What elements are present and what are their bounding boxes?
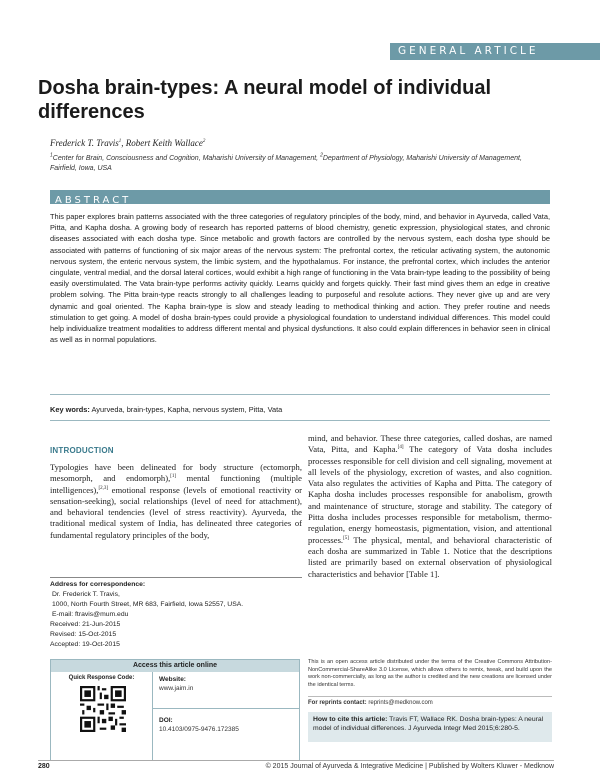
intro-text: mind, and behavior. These three categories, called doshas, are named Vata, Pitta, and Kapha. xyxy=(308,433,552,455)
qr-label: Quick Response Code: xyxy=(68,675,135,681)
qr-code-icon[interactable] xyxy=(80,686,126,732)
divider xyxy=(38,760,554,761)
doi-details xyxy=(159,716,299,734)
keywords xyxy=(50,405,550,414)
correspondence-name: Dr. Frederick T. Travis, xyxy=(52,591,120,598)
citation-box xyxy=(308,712,552,742)
keywords-label: Key words: xyxy=(50,405,90,414)
correspondence-label: Address for correspondence: xyxy=(50,581,146,588)
doi-label: DOI: xyxy=(159,717,173,724)
divider xyxy=(50,577,302,578)
author-1-sup: 1 xyxy=(118,139,122,144)
citation-ref[interactable]: [2,3] xyxy=(98,485,109,491)
author-1[interactable]: Frederick T. Travis xyxy=(50,138,119,148)
correspondence-email[interactable]: E-mail: ftravis@mum.edu xyxy=(52,611,129,618)
received-date: Received: 21-Jun-2015 xyxy=(50,621,121,628)
reprints-contact xyxy=(308,700,552,706)
introduction-right-column xyxy=(308,433,552,580)
abstract-band xyxy=(50,190,550,204)
abstract-heading: ABSTRACT xyxy=(55,195,132,206)
access-details xyxy=(159,675,299,693)
accepted-date: Accepted: 19-Oct-2015 xyxy=(50,641,120,648)
citation-ref[interactable]: [5] xyxy=(343,535,349,541)
affil-sup-1: 1 xyxy=(50,152,53,159)
reprints-label: For reprints contact: xyxy=(308,700,367,706)
revised-date: Revised: 15-Oct-2015 xyxy=(50,631,117,638)
intro-text: Typologies have been delineated for body structure (ectomorph, mesomorph, and endomorph), xyxy=(50,462,302,484)
affiliations xyxy=(50,154,550,174)
correspondence-address: 1000, North Fourth Street, MR 683, Fairfield, Iowa 52557, USA. xyxy=(52,601,244,608)
access-online-box xyxy=(50,659,300,761)
divider xyxy=(50,420,550,421)
introduction-left-column xyxy=(50,462,302,541)
author-sep: , xyxy=(121,138,126,148)
article-title: Dosha brain-types: A neural model of individual differences xyxy=(38,77,492,123)
intro-text: mental functioning (multiple intelligences), xyxy=(50,473,302,495)
website-link[interactable]: www.jaim.in xyxy=(159,685,194,692)
citation-ref[interactable]: [4] xyxy=(397,445,404,451)
author-list xyxy=(50,138,205,148)
article-type-band xyxy=(390,43,600,60)
access-heading: Access this article online xyxy=(51,660,299,672)
qr-panel xyxy=(51,672,153,760)
citation-label: How to cite this article: xyxy=(313,716,388,723)
article-type-label: GENERAL ARTICLE xyxy=(398,45,539,57)
footer-copyright: © 2015 Journal of Ayurveda & Integrative Medicine | Published by Wolters Kluwer - Medknow xyxy=(265,763,554,770)
correspondence-block xyxy=(50,580,302,650)
citation-text: Travis FT, Wallace RK. Dosha brain-types: A neural model of individual differences. J Ayurveda Integr Med 2015;6:280-5. xyxy=(313,716,544,732)
license-text: This is an open access article distributed under the terms of the Creative Commons Attribution-NonCommercial-ShareAlike 3.0 License, which allows others to remix, tweak, and build upon the work non-commercially, as long as the author is credited and the new creations are licensed under the identical terms. xyxy=(308,659,552,688)
affil-1: Center for Brain, Consciousness and Cognition, Maharishi University of Management, xyxy=(52,155,321,162)
abstract-text: This paper explores brain patterns associated with the three categories of regulatory principles of the body, mind, and behavior in Ayurveda, called Vata, Pitta, and Kapha dosha. A growing body of research has reported patterns of blood chemistry, genetic expression, physiological states, and chronic diseases associated with each dosha type. Since metabolic and growth factors are controlled by the nervous system, each dosha type should be associated with patterns of functioning of six major areas of the nervous system: The prefrontal cortex, the reticular activating system, the autonomic nervous system, the enteric nervous system, the limbic system, and the hypothalamus. For instance, the prefrontal cortex, which includes the anterior cingulate, ventral medial, and the dorsal lateral cortices, would exhibit a high range of functioning in the Vata brain-type leading to the possibility of being easily overstimulated. The Vata brain-type performs activity quickly. Learns quickly and forgets quickly. Their fast mind gives them an edge in creative problem solving. The Pitta brain-type reacts strongly to all challenges leading to purposeful and resolute actions. They never give up and are very dynamic and goal oriented. The Kapha brain-type is slow and steady leading to methodical thinking and action. They prefer routine and needs stimulation to get going. A model of dosha brain-types could provide a physiological foundation to understand individual differences. This model could help individualize treatment modalities to address different mental and physical dysfunctions. It also could explain differences in behavior seen in clinical as well as in normal populations. xyxy=(50,212,550,345)
page-number: 280 xyxy=(38,763,50,770)
intro-text: emotional response (levels of emotional reactivity or sensation-seeking), social relationships (level of need for attachment), and behavioral tendencies (level of stress reactivity). Ayurveda, the traditional medical system of India, has delineated three categories of fundamental regulatory principles of the body, xyxy=(50,484,302,540)
citation-ref[interactable]: [1] xyxy=(170,474,177,480)
introduction-heading: INTRODUCTION xyxy=(50,446,114,455)
website-label: Website: xyxy=(159,676,186,683)
reprints-email[interactable]: reprints@medknow.com xyxy=(368,700,433,706)
keywords-list: Ayurveda, brain-types, Kapha, nervous system, Pitta, Vata xyxy=(91,405,283,414)
affil-sup-2: 2 xyxy=(320,152,323,159)
doi-link[interactable]: 10.4103/0975-9476.172385 xyxy=(159,726,239,733)
divider xyxy=(308,696,552,697)
author-2[interactable]: Robert Keith Wallace xyxy=(125,138,203,148)
divider xyxy=(153,708,299,709)
affil-2: Department of Physiology, Maharishi University of Management, Fairfield, Iowa, USA xyxy=(50,155,522,172)
author-2-sup: 2 xyxy=(202,139,206,144)
divider xyxy=(50,394,550,395)
intro-text: The category of Vata dosha includes processes responsible for cell division and cell signaling, movement at all levels of the physiology, excretion of wastes, and also cognition. Vata also regulates the activities of Kapha and Pitta. The category of Kapha dosha includes processes responsible for anabolism, growth and maintenance of structure, storage and stability. The category of Pitta dosha includes processes responsible for metabolism, thermo-regulation, energy homeostasis, pigmentation, vision, and attentional processes. xyxy=(308,444,552,545)
intro-text: The physical, mental, and behavioral characteristic of each dosha are summarized in Table 1. Notice that the descriptions listed are primarily based on external observation of physiological characteristics and behavior [Table 1]. xyxy=(308,534,552,579)
